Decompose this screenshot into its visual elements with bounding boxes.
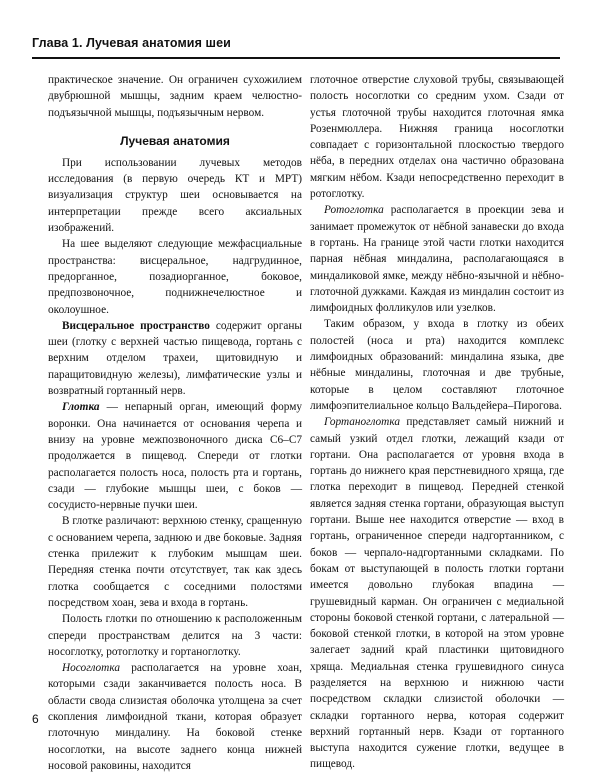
paragraph-pharynx-parts: Полость глотки по отношению к расположенным спереди пространствам делится на 3 части: носоглотку, ротоглотку и гортаноглотку. (48, 613, 302, 658)
paragraph-visceral-space (48, 318, 302, 399)
right-column (310, 72, 564, 773)
paragraph-spaces: На шее выделяют следующие межфасциальные пространства: висцеральное, надгрудинное, предорганное, позадиорганное, боковое, предпозвоночное, поднижнечелюстное и околоушное. (48, 238, 302, 316)
paragraph-text: располагается в проекции зева и занимает промежуток от нёбной занавески до входа в гортань. На границе этой части глотки находится парная нёбная миндалина, располагающаяся в миндаликовой ямке, между нёбно-язычной и нёбно-глоточной дужками. Каждая из миндалин состоит из лимфоидных фолликулов или узелков. (310, 204, 564, 315)
paragraph-laryngopharynx (310, 414, 564, 773)
term-pharynx: Глотка (62, 401, 100, 414)
left-column (48, 72, 302, 774)
running-header-chapter-title: Глава 1. Лучевая анатомия шеи (32, 36, 231, 50)
term-visceral-space: Висцеральное пространство (62, 319, 210, 332)
paragraph-text: содержит органы шеи (глотку с верхней частью пищевода, гортань с верхним отделом трахеи, щитовидную и паращитовидную железы), лимфатические узлы и возвратный гортанный нерв. (48, 319, 302, 398)
paragraph-continuation: практическое значение. Он ограничен сухожилием двубрюшной мышцы, задним краем челюстно-подъязычной мышцы, подъязычным нервом. (48, 74, 302, 119)
paragraph-text: представляет самый нижний и самый узкий отдел глотки, лежащий кзади от гортани. Она располагается от уровня входа в гортань до нижнего края перстневидного хряща, где глотка переходит в пищевод. Передней стенкой является задняя стенка гортани, образующая выступ гортани. Выше нее находится отверстие — вход в гортань, ограниченное спереди надгортанником, с боков — черпало-надгортанными складками. По бокам от выступающей в полость глотки гортани имеется довольно глубокая впадина — грушевидный карман. Он ограничен с медиальной стороны боковой стенкой гортани, с латеральной — боковой стенкой глотки, в которой на этом уровне залегает задний край пластинки щитовидного хряща. Медиальная стенка грушевидного синуса разделяется на верхнюю и нижнюю части посредством складки слизистой оболочки — складки гортанного нерва, которая содержит верхний гортанный нерв. Кзади от гортанного выступа находится сужение глотки, ведущее в пищевод. (310, 416, 564, 771)
paragraph-pharynx (48, 399, 302, 513)
page-number: 6 (32, 712, 39, 726)
term-laryngopharynx: Гортаноглотка (324, 416, 400, 429)
section-heading: Лучевая анатомия (120, 133, 230, 148)
paragraph-imaging: При использовании лучевых методов исследования (в первую очередь КТ и МРТ) визуализация структур шеи основывается на интерпретации прежде всего аксиальных изображений. (48, 156, 302, 235)
paragraph-pharynx-walls: В глотке различают: верхнюю стенку, сращенную с основанием черепа, заднюю и две боковые. Задняя стенка прилежит к глубоким мышцам шеи. Передняя стенка почти отсутствует, так как здесь глотка сообщается с соседними полостями посредством хоан, зева и входа в гортань. (48, 515, 302, 609)
paragraph-text: — непарный орган, имеющий форму воронки. Она начинается от основания черепа и внизу на уровне межпозвоночного диска С6–С7 продолжается в пищевод. Спереди от глотки располагается полость носа, полость рта и гортань, сзади — глубокие мышцы шеи, с боков — сосудисто-нервные пучки шеи. (48, 401, 302, 512)
header-rule (32, 57, 560, 59)
paragraph-nasopharynx (48, 660, 302, 774)
paragraph-lymphoid-ring: Таким образом, у входа в глотку из обеих полостей (носа и рта) находится комплекс лимфоидных образований: миндалина языка, две нёбные миндалины, глоточная и две трубные, которые в целом составляют глоточное лимфоэпителиальное кольцо Вальдейера–Пирогова. (310, 318, 564, 412)
term-nasopharynx: Носоглотка (62, 662, 120, 675)
paragraph-continuation: глоточное отверстие слуховой трубы, связывающей полость носоглотки со средним ухом. Сзади от устья глоточной трубы находится глоточная ямка Розенмюллера. Нижняя граница носоглотки совпадает с горизонтальной плоскостью твердого нёба, в передних отделах она частично образована мягким нёбом. Кзади непосредственно переходит в ротоглотку. (310, 74, 564, 201)
paragraph-oropharynx (310, 202, 564, 316)
paragraph-text: располагается на уровне хоан, которыми сзади заканчивается полость носа. В области свода слизистая оболочка утолщена за счет скопления лимфоидной ткани, которая образует глоточную миндалину. На боковой стенке носоглотки, на высоте заднего конца нижней носовой раковины, находится (48, 662, 302, 772)
term-oropharynx: Ротоглотка (324, 204, 384, 217)
